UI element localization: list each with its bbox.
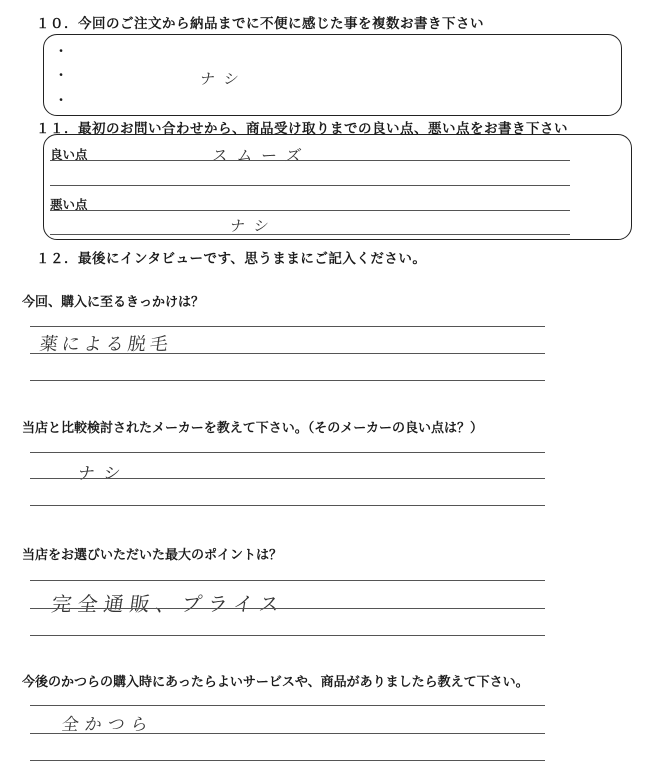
q12-item-2-line-3 bbox=[30, 505, 545, 506]
q12-item-2-line-2 bbox=[30, 478, 545, 479]
q12-item-2-answer[interactable]: ナシ bbox=[76, 464, 131, 484]
q10-bullet-1: ・ bbox=[55, 44, 68, 58]
q12-item-4-question: 今後のかつらの購入時にあったらよいサービスや、商品がありましたら教えて下さい。 bbox=[22, 675, 529, 690]
q11-good-label: 良い点 bbox=[50, 147, 88, 162]
q11-bad-label: 悪い点 bbox=[50, 197, 88, 212]
q10-box bbox=[43, 34, 622, 116]
q12-item-3-answer[interactable]: 完全通販、プライス bbox=[50, 592, 287, 616]
q12-item-4-answer[interactable]: 全かつら bbox=[60, 715, 156, 735]
q12-title: １２．最後にインタビューです、思うままにご記入ください。 bbox=[36, 251, 427, 267]
q12-item-1-answer[interactable]: 薬による脱毛 bbox=[38, 334, 174, 355]
q12-item-1-question: 今回、購入に至るきっかけは？ bbox=[22, 295, 205, 310]
q12-item-4-line-3 bbox=[30, 760, 545, 761]
q10-title: １０．今回のご注文から納品までに不便に感じた事を複数お書き下さい bbox=[36, 16, 484, 32]
q10-bullet-3: ・ bbox=[55, 93, 68, 107]
q11-bad-line-2 bbox=[50, 234, 570, 235]
q11-box bbox=[43, 134, 632, 240]
q11-bad-line-1 bbox=[50, 210, 570, 211]
q12-item-3-line-3 bbox=[30, 635, 545, 636]
q12-item-1-line-2 bbox=[30, 353, 545, 354]
q12-item-4-line-2 bbox=[30, 733, 545, 734]
q10-answer[interactable]: ナシ bbox=[198, 70, 249, 88]
q12-item-4-line-1 bbox=[30, 705, 545, 706]
q11-good-line-2 bbox=[50, 185, 570, 186]
q11-title: １１．最初のお問い合わせから、商品受け取りまでの良い点、悪い点をお書き下さい bbox=[36, 121, 568, 137]
q12-item-1-line-3 bbox=[30, 380, 545, 381]
q10-bullet-2: ・ bbox=[55, 68, 68, 82]
q11-good-answer[interactable]: スムーズ bbox=[210, 146, 312, 165]
q12-item-3-line-2 bbox=[30, 608, 545, 609]
q11-good-line-1 bbox=[50, 160, 570, 161]
q12-item-1-line-1 bbox=[30, 326, 545, 327]
q12-item-3-line-1 bbox=[30, 580, 545, 581]
q12-item-2-question: 当店と比較検討されたメーカーを教えて下さい。（そのメーカーの良い点は？） bbox=[22, 421, 483, 436]
q12-item-2-line-1 bbox=[30, 452, 545, 453]
q11-bad-answer[interactable]: ナシ bbox=[228, 217, 279, 235]
q12-item-3-question: 当店をお選びいただいた最大のポイントは？ bbox=[22, 548, 283, 563]
